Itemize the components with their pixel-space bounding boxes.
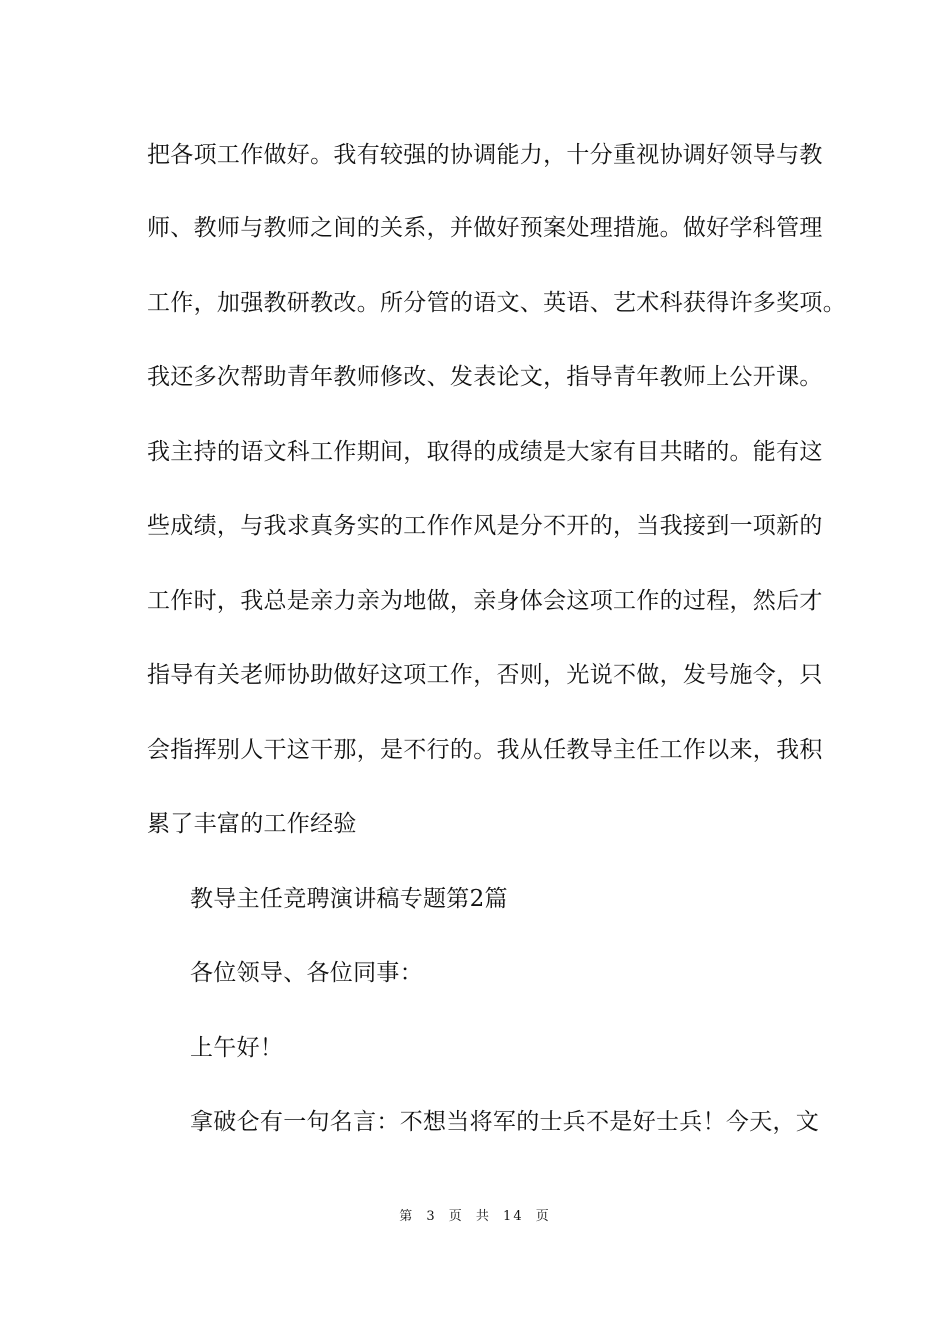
section-title: 教导主任竞聘演讲稿专题第2篇 [190,886,508,912]
body-line-5: 我主持的语文科工作期间，取得的成绩是大家有目共睹的。能有这 [147,439,823,465]
body-line-1: 把各项工作做好。我有较强的协调能力，十分重视协调好领导与教 [147,142,823,168]
body-line-9: 会指挥别人干这干那，是不行的。我从任教导主任工作以来，我积 [147,737,823,763]
body-line-8: 指导有关老师协助做好这项工作，否则，光说不做，发号施令，只 [147,662,823,688]
salutation: 各位领导、各位同事： [190,960,423,986]
body-line-10: 累了丰富的工作经验 [147,811,357,837]
body-line-4: 我还多次帮助青年教师修改、发表论文，指导青年教师上公开课。 [147,364,823,390]
body-line-7: 工作时，我总是亲力亲为地做，亲身体会这项工作的过程，然后才 [147,588,823,614]
body-line-2: 师、教师与教师之间的关系，并做好预案处理措施。做好学科管理 [147,215,823,241]
page-number-footer: 第 3 页 共 14 页 [399,1209,551,1224]
greeting: 上午好！ [190,1035,284,1061]
body-line-6: 些成绩，与我求真务实的工作作风是分不开的，当我接到一项新的 [147,513,823,539]
opening-line: 拿破仑有一句名言：不想当将军的士兵不是好士兵！今天，文 [190,1109,820,1135]
body-line-3: 工作，加强教研教改。所分管的语文、英语、艺术科获得许多奖项。 [147,290,846,316]
